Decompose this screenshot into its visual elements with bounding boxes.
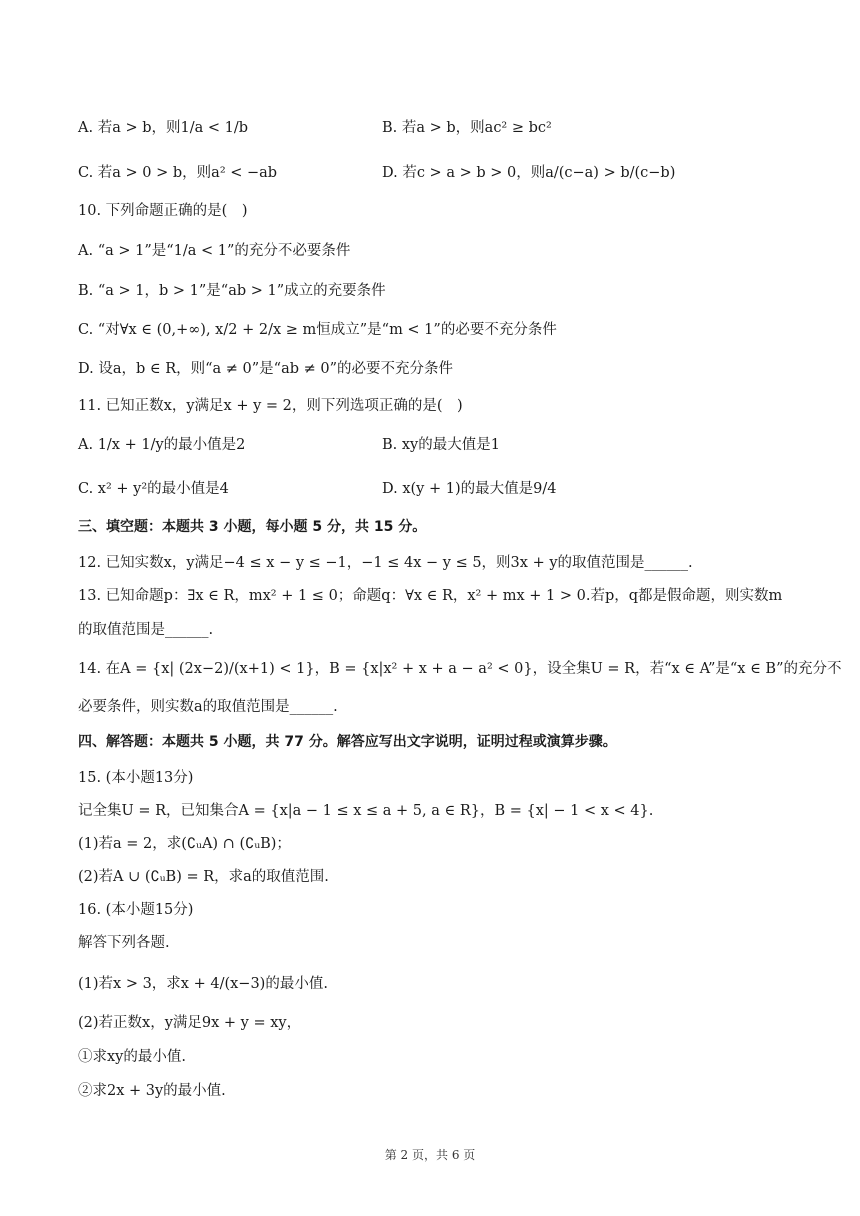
q9-option-a: A. 若a > b，则1/a < 1/b <box>78 120 248 136</box>
q10-stem: 10. 下列命题正确的是( ) <box>78 203 248 219</box>
q10-option-a: A. “a > 1”是“1/a < 1”的充分不必要条件 <box>78 243 351 259</box>
q11-stem: 11. 已知正数x，y满足x + y = 2，则下列选项正确的是( ) <box>78 398 463 414</box>
q15-line1: 记全集U = R，已知集合A = {x|a − 1 ≤ x ≤ a + 5, a ∈ R}，B = {x| − 1 < x < 4}. <box>78 803 654 819</box>
q16-sub2: ②求2x + 3y的最小值. <box>78 1083 226 1099</box>
q11-option-b: B. xy的最大值是1 <box>382 437 500 453</box>
q9-option-c: C. 若a > 0 > b，则a² < −ab <box>78 165 278 181</box>
q12: 12. 已知实数x，y满足−4 ≤ x − y ≤ −1，−1 ≤ 4x − y ≤ 5，则3x + y的取值范围是______. <box>78 555 693 571</box>
q16-line1: 解答下列各题. <box>78 935 170 951</box>
page-footer: 第 2 页，共 6 页 <box>384 1148 476 1162</box>
q16-sub1: ①求xy的最小值. <box>78 1049 186 1065</box>
q15-title: 15. (本小题13分) <box>78 770 194 786</box>
q16-part2: (2)若正数x，y满足9x + y = xy， <box>78 1015 302 1031</box>
section-answer-heading: 四、解答题：本题共 5 小题，共 77 分。解答应写出文字说明，证明过程或演算步骤。 <box>78 734 617 750</box>
q11-option-c: C. x² + y²的最小值是4 <box>78 481 229 497</box>
q15-part2: (2)若A ∪ (∁ᵤB) = R，求a的取值范围. <box>78 869 329 885</box>
q13-line2: 的取值范围是______. <box>78 622 214 638</box>
q13-line1: 13. 已知命题p：∃x ∈ R，mx² + 1 ≤ 0；命题q：∀x ∈ R，x² + mx + 1 > 0.若p，q都是假命题，则实数m <box>78 588 783 604</box>
q10-option-b: B. “a > 1，b > 1”是“ab > 1”成立的充要条件 <box>78 283 386 299</box>
q14-line1: 14. 在A = {x| (2x−2)/(x+1) < 1}，B = {x|x² + x + a − a² < 0}，设全集U = R，若“x ∈ A”是“x ∈ B”的充分不 <box>78 661 842 677</box>
section-fill-in-heading: 三、填空题：本题共 3 小题，每小题 5 分，共 15 分。 <box>78 519 427 535</box>
q16-part1: (1)若x > 3，求x + 4/(x−3)的最小值. <box>78 976 328 992</box>
q11-option-d: D. x(y + 1)的最大值是9/4 <box>382 481 557 497</box>
q10-option-d: D. 设a，b ∈ R，则“a ≠ 0”是“ab ≠ 0”的必要不充分条件 <box>78 361 454 377</box>
q10-option-c: C. “对∀x ∈ (0,+∞), x/2 + 2/x ≥ m恒成立”是“m < 1”的必要不充分条件 <box>78 322 557 338</box>
q16-title: 16. (本小题15分) <box>78 902 194 918</box>
q15-part1: (1)若a = 2，求(∁ᵤA) ∩ (∁ᵤB)； <box>78 836 291 852</box>
q9-option-d: D. 若c > a > b > 0，则a/(c−a) > b/(c−b) <box>382 165 676 181</box>
q11-option-a: A. 1/x + 1/y的最小值是2 <box>78 437 246 453</box>
q14-line2: 必要条件，则实数a的取值范围是______. <box>78 699 338 715</box>
q9-option-b: B. 若a > b，则ac² ≥ bc² <box>382 120 552 136</box>
